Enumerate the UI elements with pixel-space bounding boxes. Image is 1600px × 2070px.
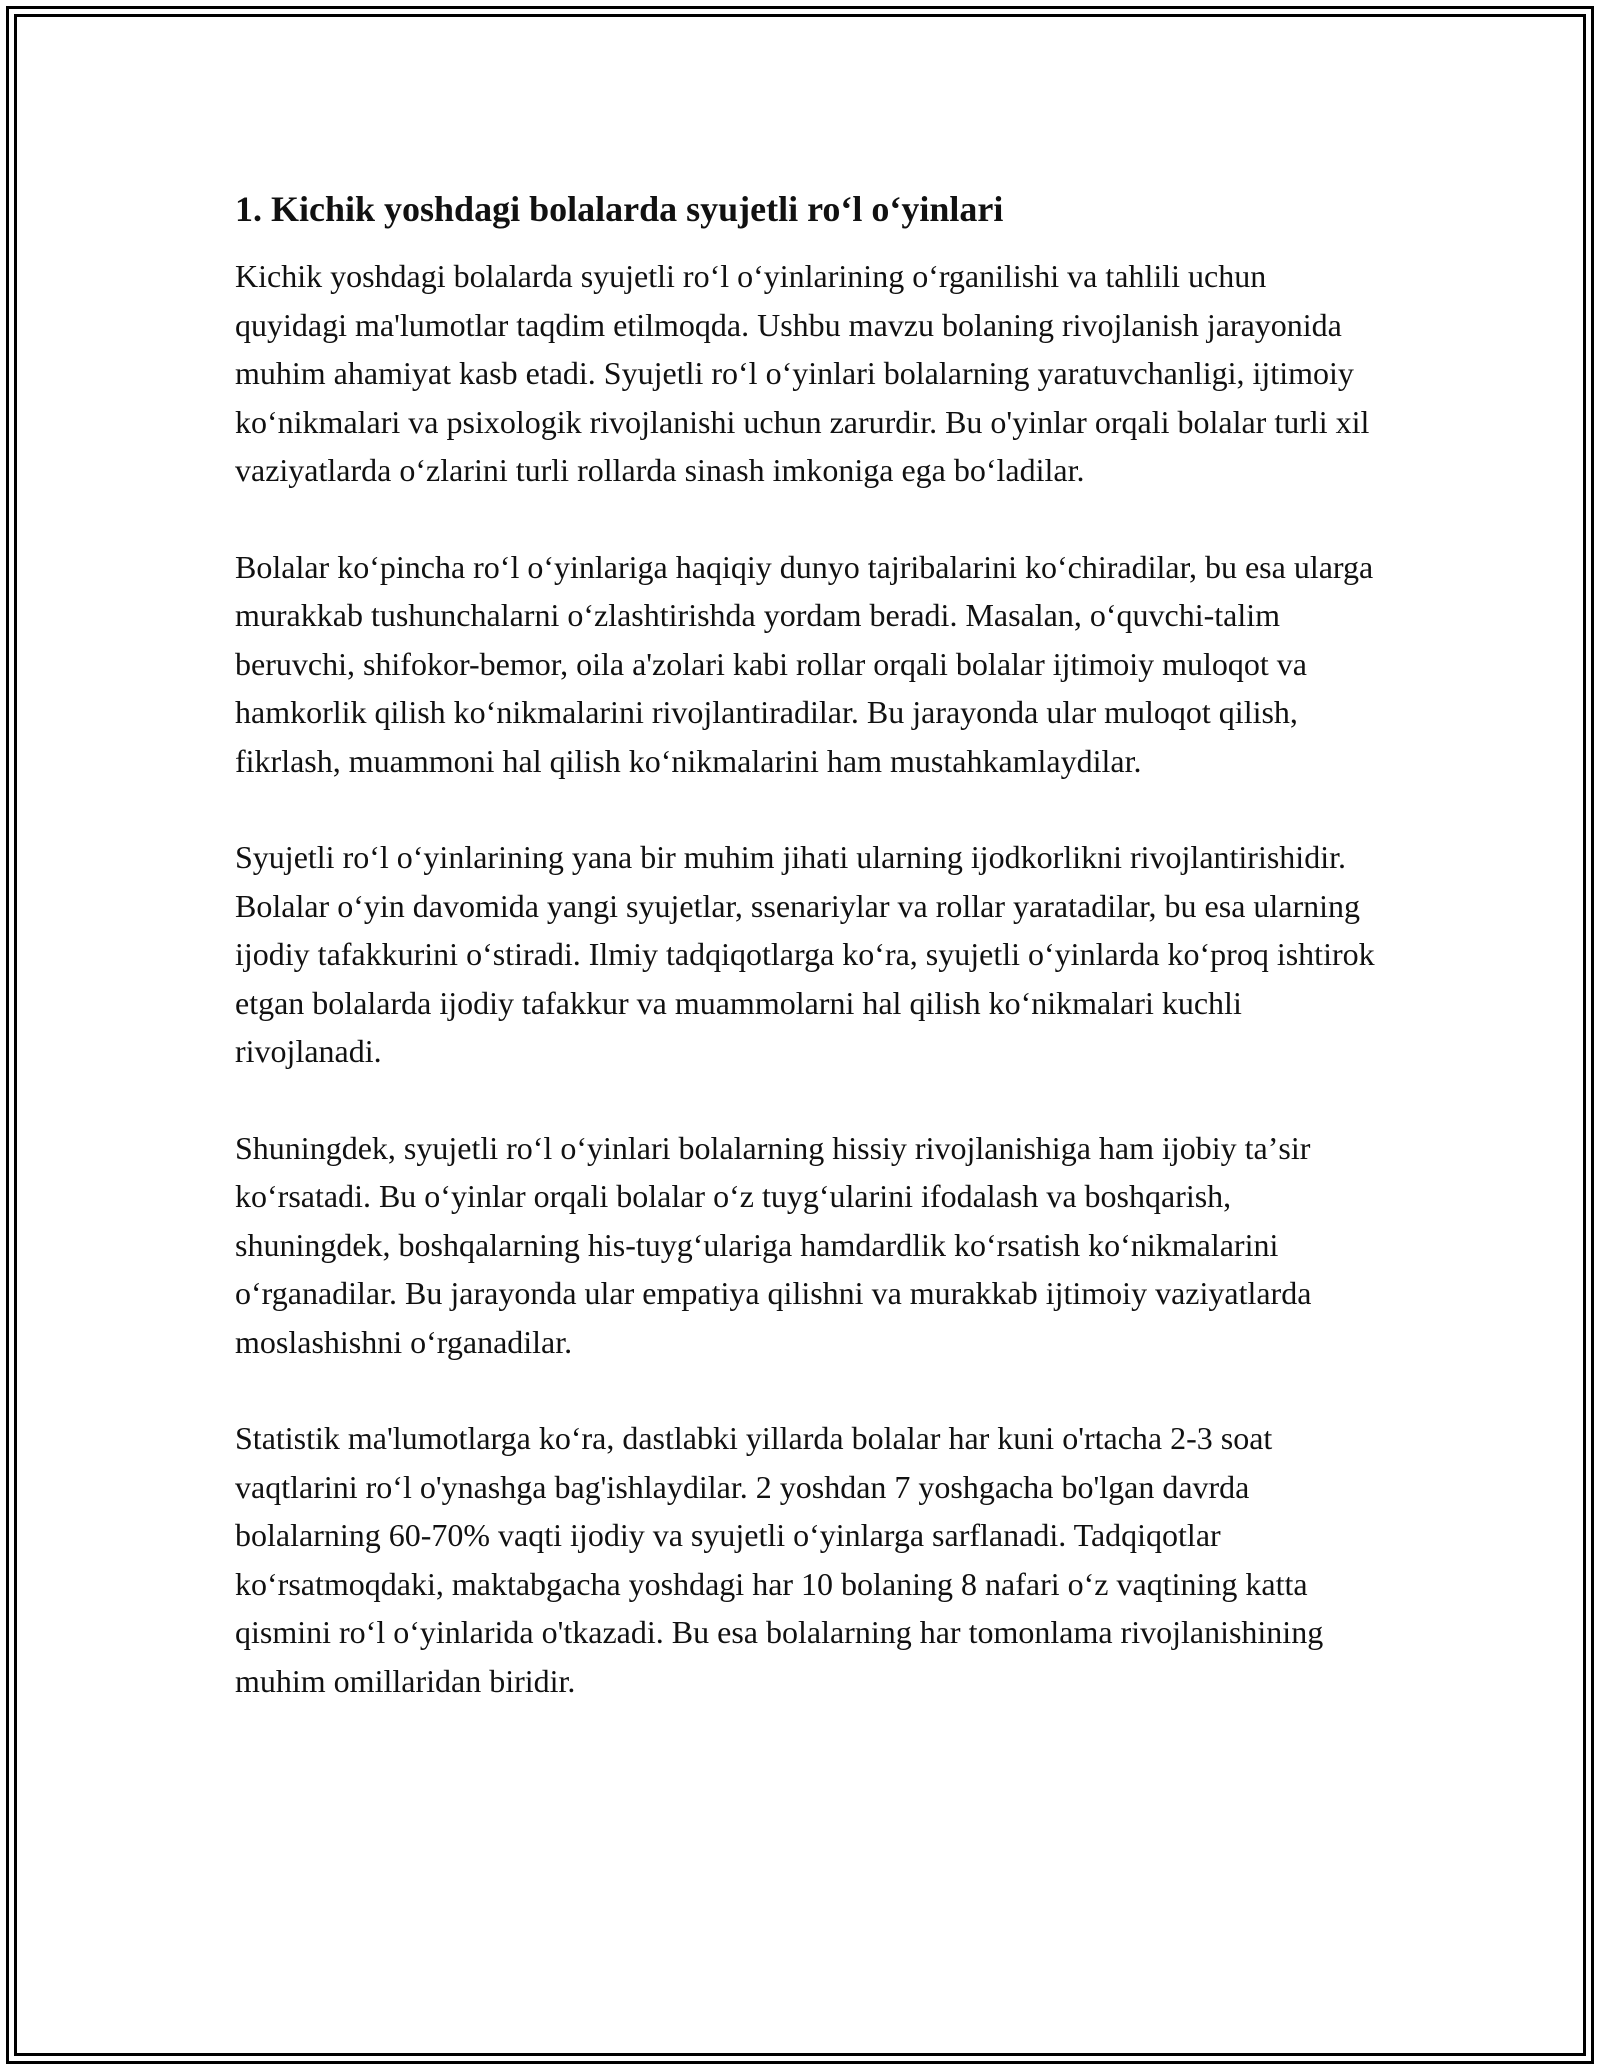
- document-body: [235, 186, 1375, 1753]
- paragraph-emotional: Shuningdek, syujetli roʻl oʻyinlari bolalarning hissiy rivojlanishiga ham ijobiy taʼsir koʻrsatadi. Bu oʻyinlar orqali bolalar oʻz tuygʻularini ifodalash va boshqarish, shuningdek, boshqalarning his-tuygʻulariga hamdardlik koʻrsatish koʻnikmalarini oʻrganadilar. Bu jarayonda ular empatiya qilishni va murakkab ijtimoiy vaziyatlarda moslashishni oʻrganadilar.: [235, 1129, 1312, 1360]
- paragraph-creativity: Syujetli roʻl oʻyinlarining yana bir muhim jihati ularning ijodkorlikni rivojlantirishidir. Bolalar oʻyin davomida yangi syujetlar, ssenariylar va rollar yaratadilar, bu esa ularning ijodiy tafakkurini oʻstiradi. Ilmiy tadqiqotlarga koʻra, syujetli oʻyinlarda koʻproq ishtirok etgan bolalarda ijodiy tafakkur va muammolarni hal qilish koʻnikmalari kuchli rivojlanadi.: [235, 839, 1375, 1069]
- paragraph-intro: Kichik yoshdagi bolalarda syujetli roʻl oʻyinlarining oʻrganilishi va tahlili uchun quyidagi ma'lumotlar taqdim etilmoqda. Ushbu mavzu bolaning rivojlanish jarayonida muhim ahamiyat kasb etadi. Syujetli roʻl oʻyinlari bolalarning yaratuvchanligi, ijtimoiy koʻnikmalari va psixologik rivojlanishi uchun zarurdir. Bu o'yinlar orqali bolalar turli xil vaziyatlarda oʻzlarini turli rollarda sinash imkoniga ega boʻladilar.: [235, 258, 1370, 488]
- paragraph-statistics: Statistik ma'lumotlarga koʻra, dastlabki yillarda bolalar har kuni o'rtacha 2-3 soat vaqtlarini roʻl o'ynashga bag'ishlaydilar. 2 yoshdan 7 yoshgacha bo'lgan davrda bolalarning 60-70% vaqti ijodiy va syujetli oʻyinlarga sarflanadi. Tadqiqotlar koʻrsatmoqdaki, maktabgacha yoshdagi har 10 bolaning 8 nafari oʻz vaqtining katta qismini roʻl oʻyinlarida o'tkazadi. Bu esa bolalarning har tomonlama rivojlanishining muhim omillaridan biridir.: [235, 1420, 1324, 1699]
- paragraph-real-world: Bolalar koʻpincha roʻl oʻyinlariga haqiqiy dunyo tajribalarini koʻchiradilar, bu esa ularga murakkab tushunchalarni oʻzlashtirishda yordam beradi. Masalan, oʻquvchi-talim beruvchi, shifokor-bemor, oila a'zolari kabi rollar orqali bolalar ijtimoiy muloqot va hamkorlik qilish koʻnikmalarini rivojlantiradilar. Bu jarayonda ular muloqot qilish, fikrlash, muammoni hal qilish koʻnikmalarini ham mustahkamlaydilar.: [235, 548, 1374, 779]
- section-heading: 1. Kichik yoshdagi bolalarda syujetli roʻl oʻyinlari: [235, 189, 1004, 229]
